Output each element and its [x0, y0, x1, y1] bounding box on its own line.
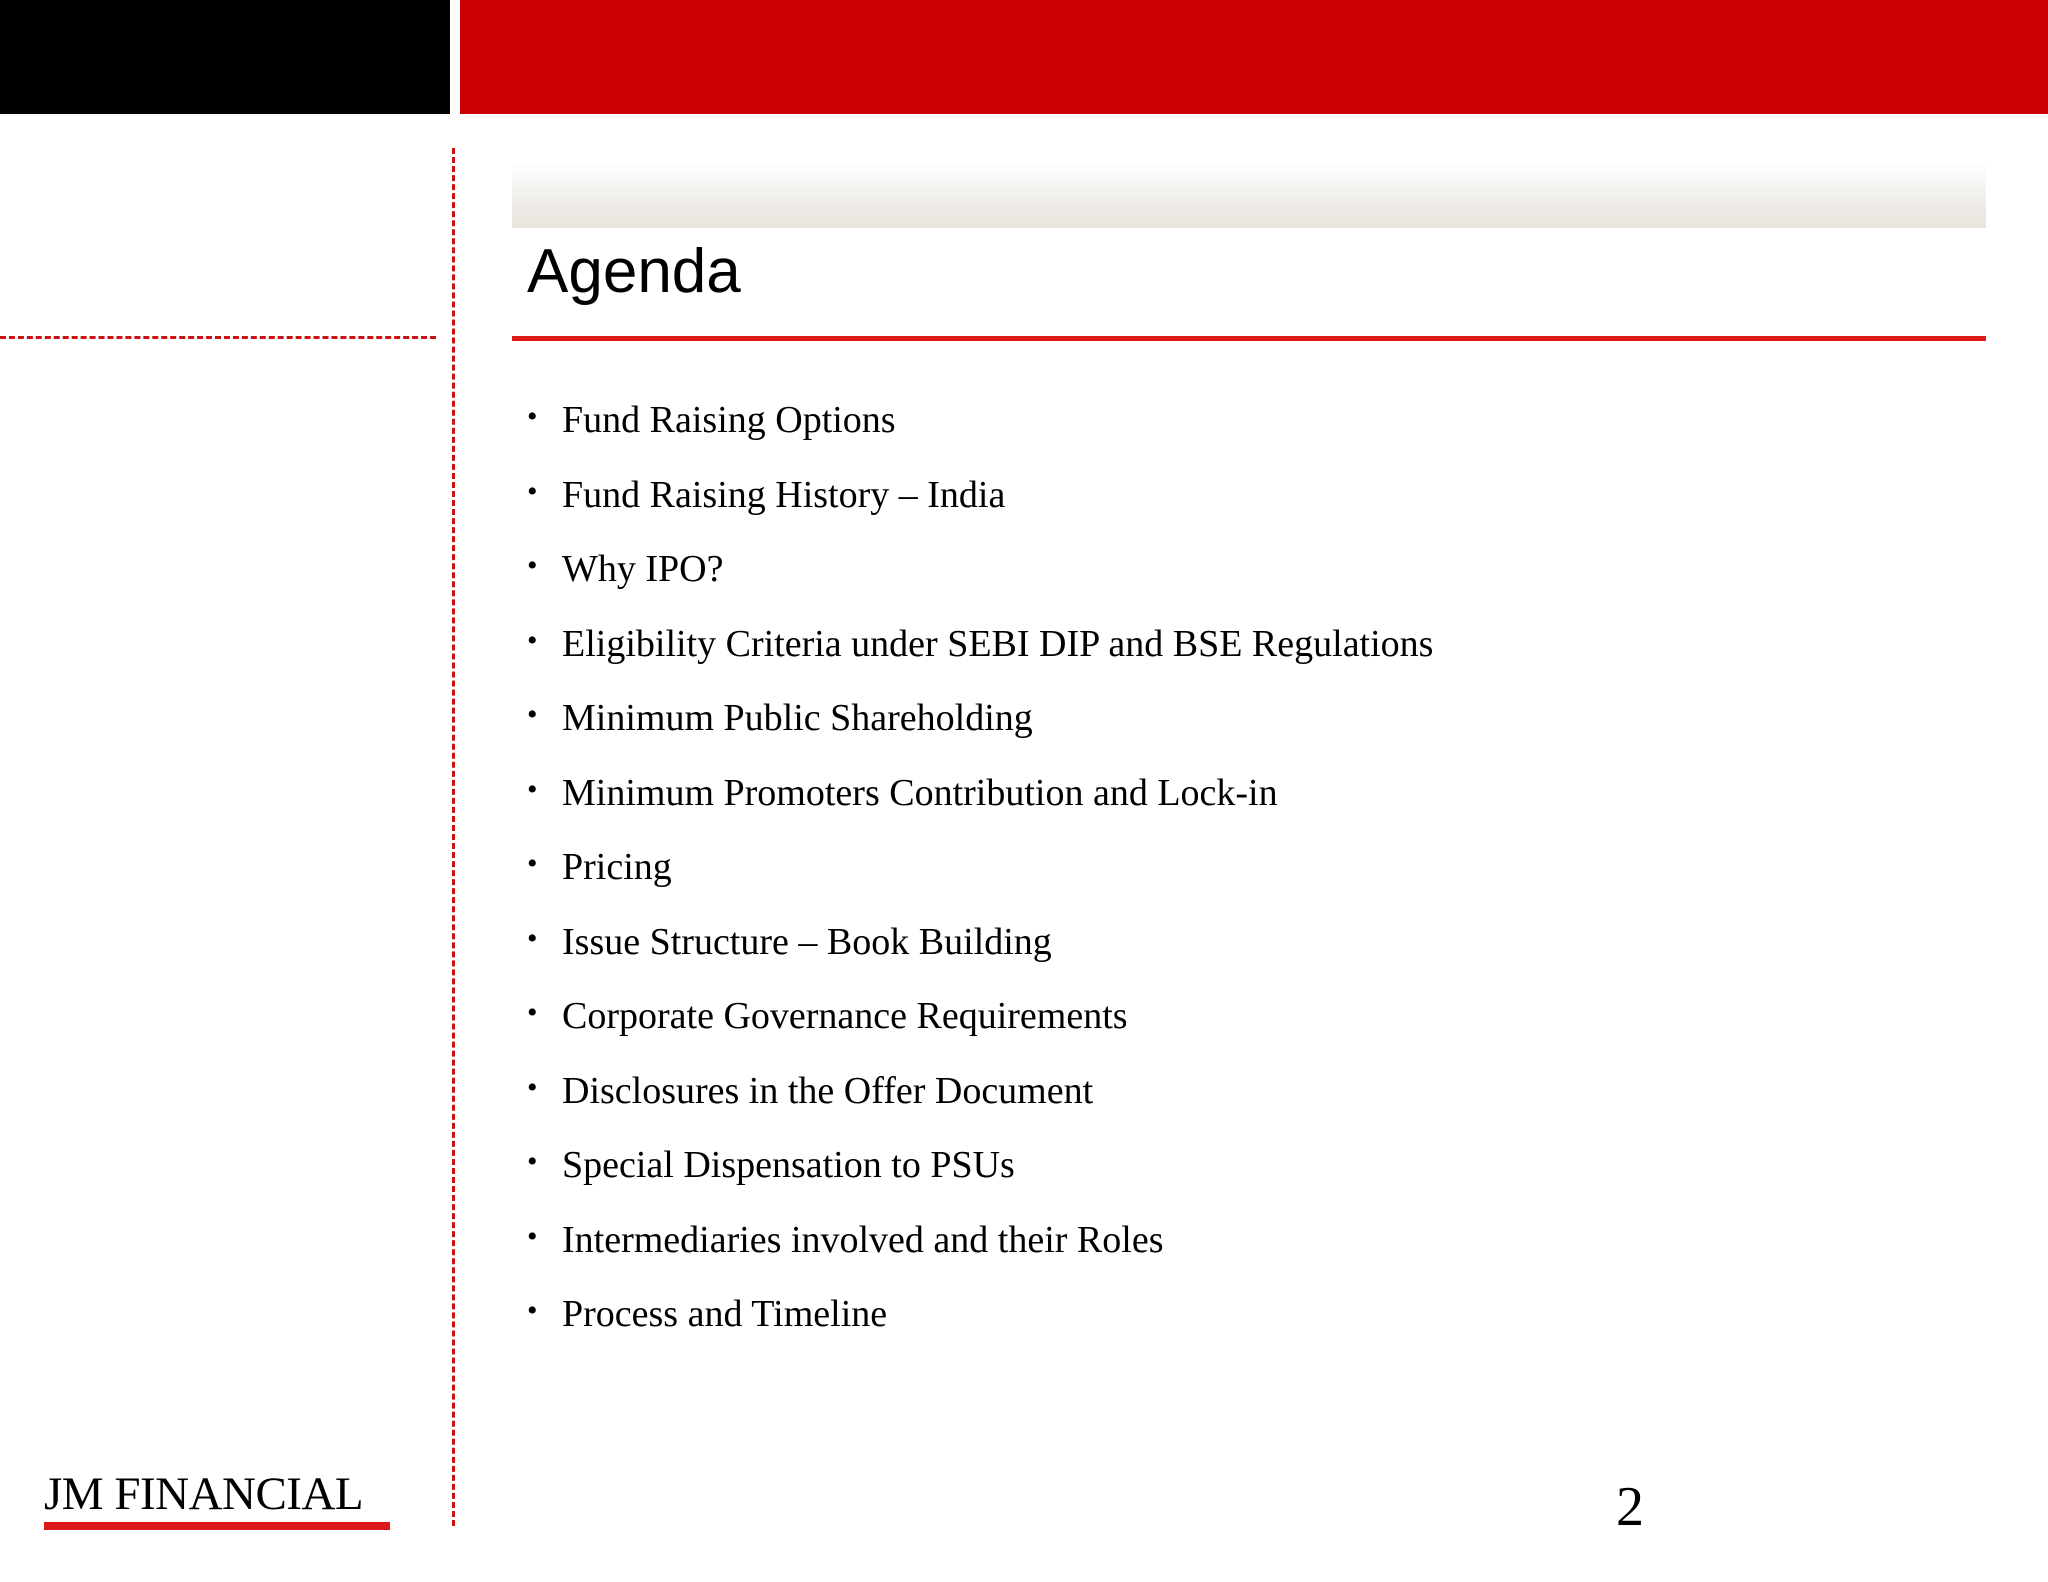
- agenda-item: [527, 1128, 1433, 1203]
- agenda-list: [527, 383, 1433, 1352]
- title-gradient-band: [512, 162, 1986, 228]
- agenda-item-label: Minimum Promoters Contribution and Lock-in: [562, 771, 1278, 814]
- bullet-icon: •: [527, 847, 538, 880]
- header-black-block: [0, 0, 450, 114]
- page-title: Agenda: [527, 237, 741, 306]
- agenda-item: [527, 458, 1433, 533]
- agenda-item: [527, 1054, 1433, 1129]
- horizontal-dashed-divider: [0, 336, 436, 339]
- agenda-item-label: Eligibility Criteria under SEBI DIP and BSE Regulations: [562, 622, 1434, 665]
- agenda-item: [527, 681, 1433, 756]
- bullet-icon: •: [527, 1070, 538, 1104]
- agenda-item-label: Fund Raising Options: [562, 399, 896, 441]
- vertical-dashed-divider: [452, 148, 455, 1526]
- agenda-item-label: Why IPO?: [562, 548, 724, 590]
- agenda-item: [527, 532, 1433, 607]
- agenda-item: [527, 905, 1433, 980]
- logo-text: JM FINANCIAL: [44, 1468, 364, 1520]
- agenda-item: [527, 383, 1433, 458]
- agenda-item-label: Issue Structure – Book Building: [562, 920, 1052, 963]
- logo-underline: [44, 1522, 390, 1530]
- bullet-icon: •: [527, 698, 538, 731]
- agenda-item-label: Special Dispensation to PSUs: [562, 1144, 1015, 1186]
- agenda-item: [527, 979, 1433, 1054]
- bullet-icon: •: [527, 1219, 538, 1253]
- agenda-item: [527, 830, 1433, 905]
- bullet-icon: •: [527, 1294, 538, 1327]
- bullet-icon: •: [527, 474, 538, 508]
- bullet-icon: •: [527, 623, 538, 657]
- agenda-item: [527, 607, 1433, 682]
- agenda-item-label: Process and Timeline: [562, 1293, 888, 1335]
- agenda-item-label: Pricing: [562, 846, 672, 888]
- bullet-icon: •: [527, 400, 538, 433]
- bullet-icon: •: [527, 921, 538, 955]
- title-underline-rule: [512, 336, 1986, 341]
- agenda-item-label: Disclosures in the Offer Document: [562, 1069, 1094, 1112]
- agenda-item: [527, 1203, 1433, 1278]
- agenda-item: [527, 756, 1433, 831]
- page-number: 2: [1616, 1476, 1644, 1538]
- agenda-item-label: Fund Raising History – India: [562, 473, 1006, 516]
- jm-financial-logo: [44, 1466, 390, 1530]
- agenda-item-label: Corporate Governance Requirements: [562, 995, 1128, 1037]
- bullet-icon: •: [527, 996, 538, 1029]
- agenda-item: [527, 1277, 1433, 1352]
- agenda-item-label: Intermediaries involved and their Roles: [562, 1218, 1164, 1261]
- bullet-icon: •: [527, 1145, 538, 1178]
- agenda-item-label: Minimum Public Shareholding: [562, 697, 1033, 739]
- bullet-icon: •: [527, 772, 538, 806]
- bullet-icon: •: [527, 549, 538, 582]
- header-red-band: [460, 0, 2048, 114]
